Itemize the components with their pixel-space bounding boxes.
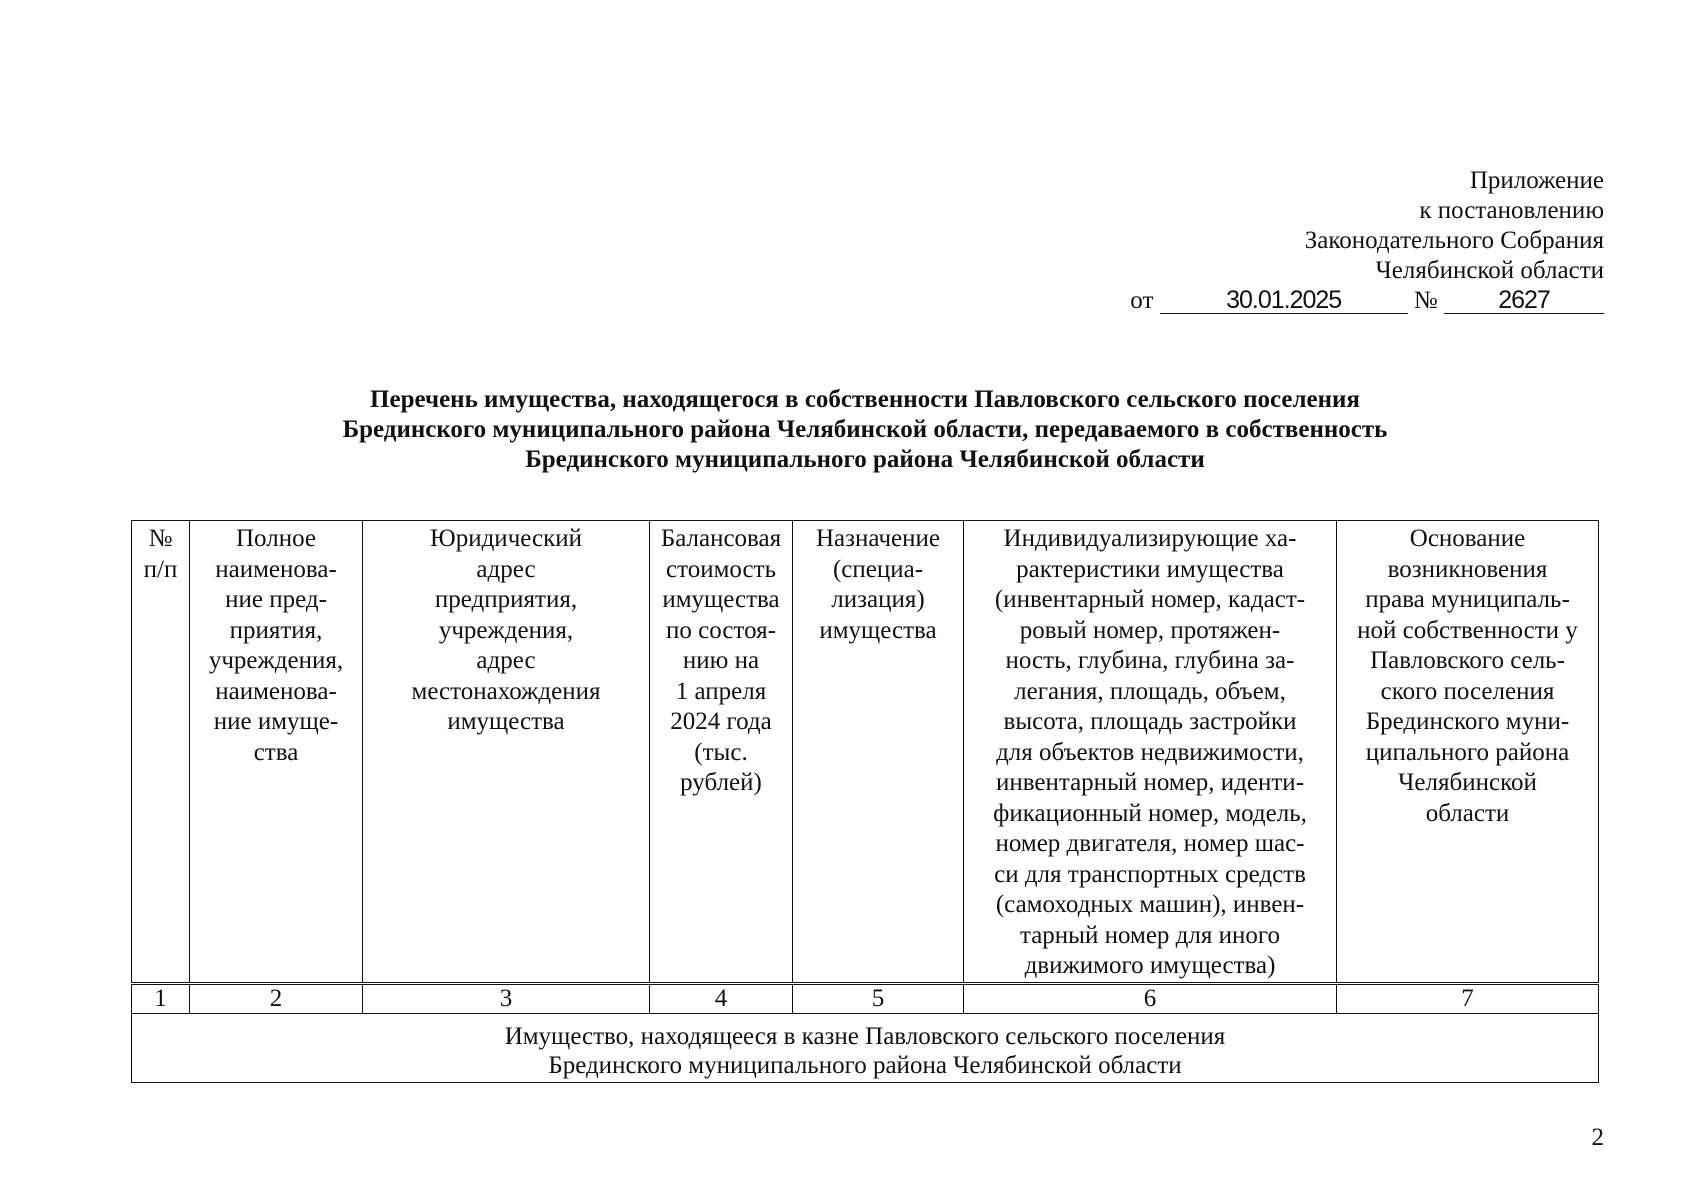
header-line: местонахождения [411,677,601,705]
header-line: ность, глубина, глубина за- [1005,647,1295,674]
header-line: ского поселения [1380,677,1555,705]
section-heading-line: Имущество, находящееся в казне Павловского сельского поселения [504,1022,1226,1050]
header-line: возникновения [1387,555,1548,583]
header-line: (самоходных машин), инвен- [995,891,1305,918]
appendix-line: к постановлению [1419,197,1604,224]
order-reference [1130,286,1604,316]
header-line: по состоя- [666,616,776,644]
header-line: адрес [476,555,536,583]
header-line: Юридический [430,525,582,552]
header-line: ной собственности у [1357,616,1578,644]
header-line: Полное [236,525,316,552]
header-cell-ownership-basis [1337,521,1599,984]
order-date: 30.01.2025 [1160,287,1408,314]
header-line: Основание [1409,525,1526,552]
header-line: предприятия, [434,586,578,613]
header-line: тарный номер для иного [1019,921,1281,949]
header-line: имущества [447,708,565,735]
header-line: приятия, [229,616,323,644]
appendix-line: Приложение [1469,167,1604,194]
section-row [132,1013,1599,1082]
header-line: (инвентарный номер, кадаст- [994,586,1306,613]
order-number: 2627 [1444,287,1604,314]
header-line: Брединского муни- [1365,708,1570,735]
property-table [131,520,1599,1083]
header-line: фикационный номер, модель, [993,799,1307,827]
header-line: имущества [819,616,937,644]
header-cell-address [363,521,650,984]
header-cell-name [190,521,363,984]
header-cell-balance-value [650,521,793,984]
header-line: № [148,525,173,552]
header-line: Индивидуализирующие ха- [1003,525,1297,552]
header-line: (тыс. [694,738,748,766]
header-line: ние имуще- [213,708,339,735]
title-line: Брединского муниципального района Челябинской области [525,446,1205,473]
header-line: имущества [662,586,780,613]
header-line: лизация) [831,586,925,613]
header-line: номер двигателя, номер шас- [995,830,1305,857]
header-line: 1 апреля [675,677,767,705]
header-cell-characteristics [964,521,1337,984]
header-line: движимого имущества) [1024,952,1276,979]
header-line: ципального района [1365,738,1570,766]
header-line: рактеристики имущества [1016,555,1284,583]
header-line: стоимость [666,555,776,583]
column-number: 5 [793,983,964,1013]
title-line: Брединского муниципального района Челябинской области, передаваемого в собственность [342,416,1388,443]
header-line: си для транспортных средств [994,860,1306,888]
header-line: высота, площадь застройки [1003,708,1297,735]
column-number: 3 [363,983,650,1013]
header-line: права муниципаль- [1365,586,1570,613]
header-cell-purpose [793,521,964,984]
header-line: для объектов недвижимости, [996,738,1304,766]
document-title [0,385,1697,475]
column-number: 1 [132,983,190,1013]
column-number-row [132,983,1599,1013]
header-line: рублей) [680,769,762,796]
header-line: Челябинской [1398,769,1537,796]
header-line: Назначение [815,525,941,552]
header-line: учреждения, [208,647,344,674]
header-line: ровый номер, протяжен- [1019,616,1281,644]
number-label: № [1413,287,1438,314]
header-line: легания, площадь, объем, [1014,677,1286,705]
header-cell-number [132,521,190,984]
column-number: 4 [650,983,793,1013]
column-number: 7 [1337,983,1599,1013]
header-line: (специа- [832,555,924,583]
header-line: Павловского сель- [1370,647,1565,674]
section-heading-line: Брединского муниципального района Челябинской области [548,1051,1182,1079]
header-line: нию на [682,647,760,674]
appendix-block [1130,166,1604,316]
column-number: 6 [964,983,1337,1013]
header-line: п/п [143,555,178,583]
header-line: Балансовая [660,525,782,552]
header-line: наименова- [215,555,337,583]
page-number: 2 [1591,1124,1604,1151]
header-line: 2024 года [670,708,772,735]
from-label: от [1130,287,1154,314]
header-line: наименова- [215,677,337,705]
appendix-line: Челябинской области [1375,257,1604,284]
column-number: 2 [190,983,363,1013]
header-line: области [1425,799,1510,827]
header-line: инвентарный номер, иденти- [995,769,1305,796]
header-line: адрес [476,647,536,674]
appendix-line: Законодательного Собрания [1304,227,1604,254]
header-line: ства [253,738,299,766]
title-line: Перечень имущества, находящегося в собственности Павловского сельского поселения [370,386,1360,413]
section-heading [132,1013,1599,1082]
header-row [132,521,1599,984]
header-line: ние пред- [225,586,327,613]
header-line: учреждения, [438,616,574,644]
